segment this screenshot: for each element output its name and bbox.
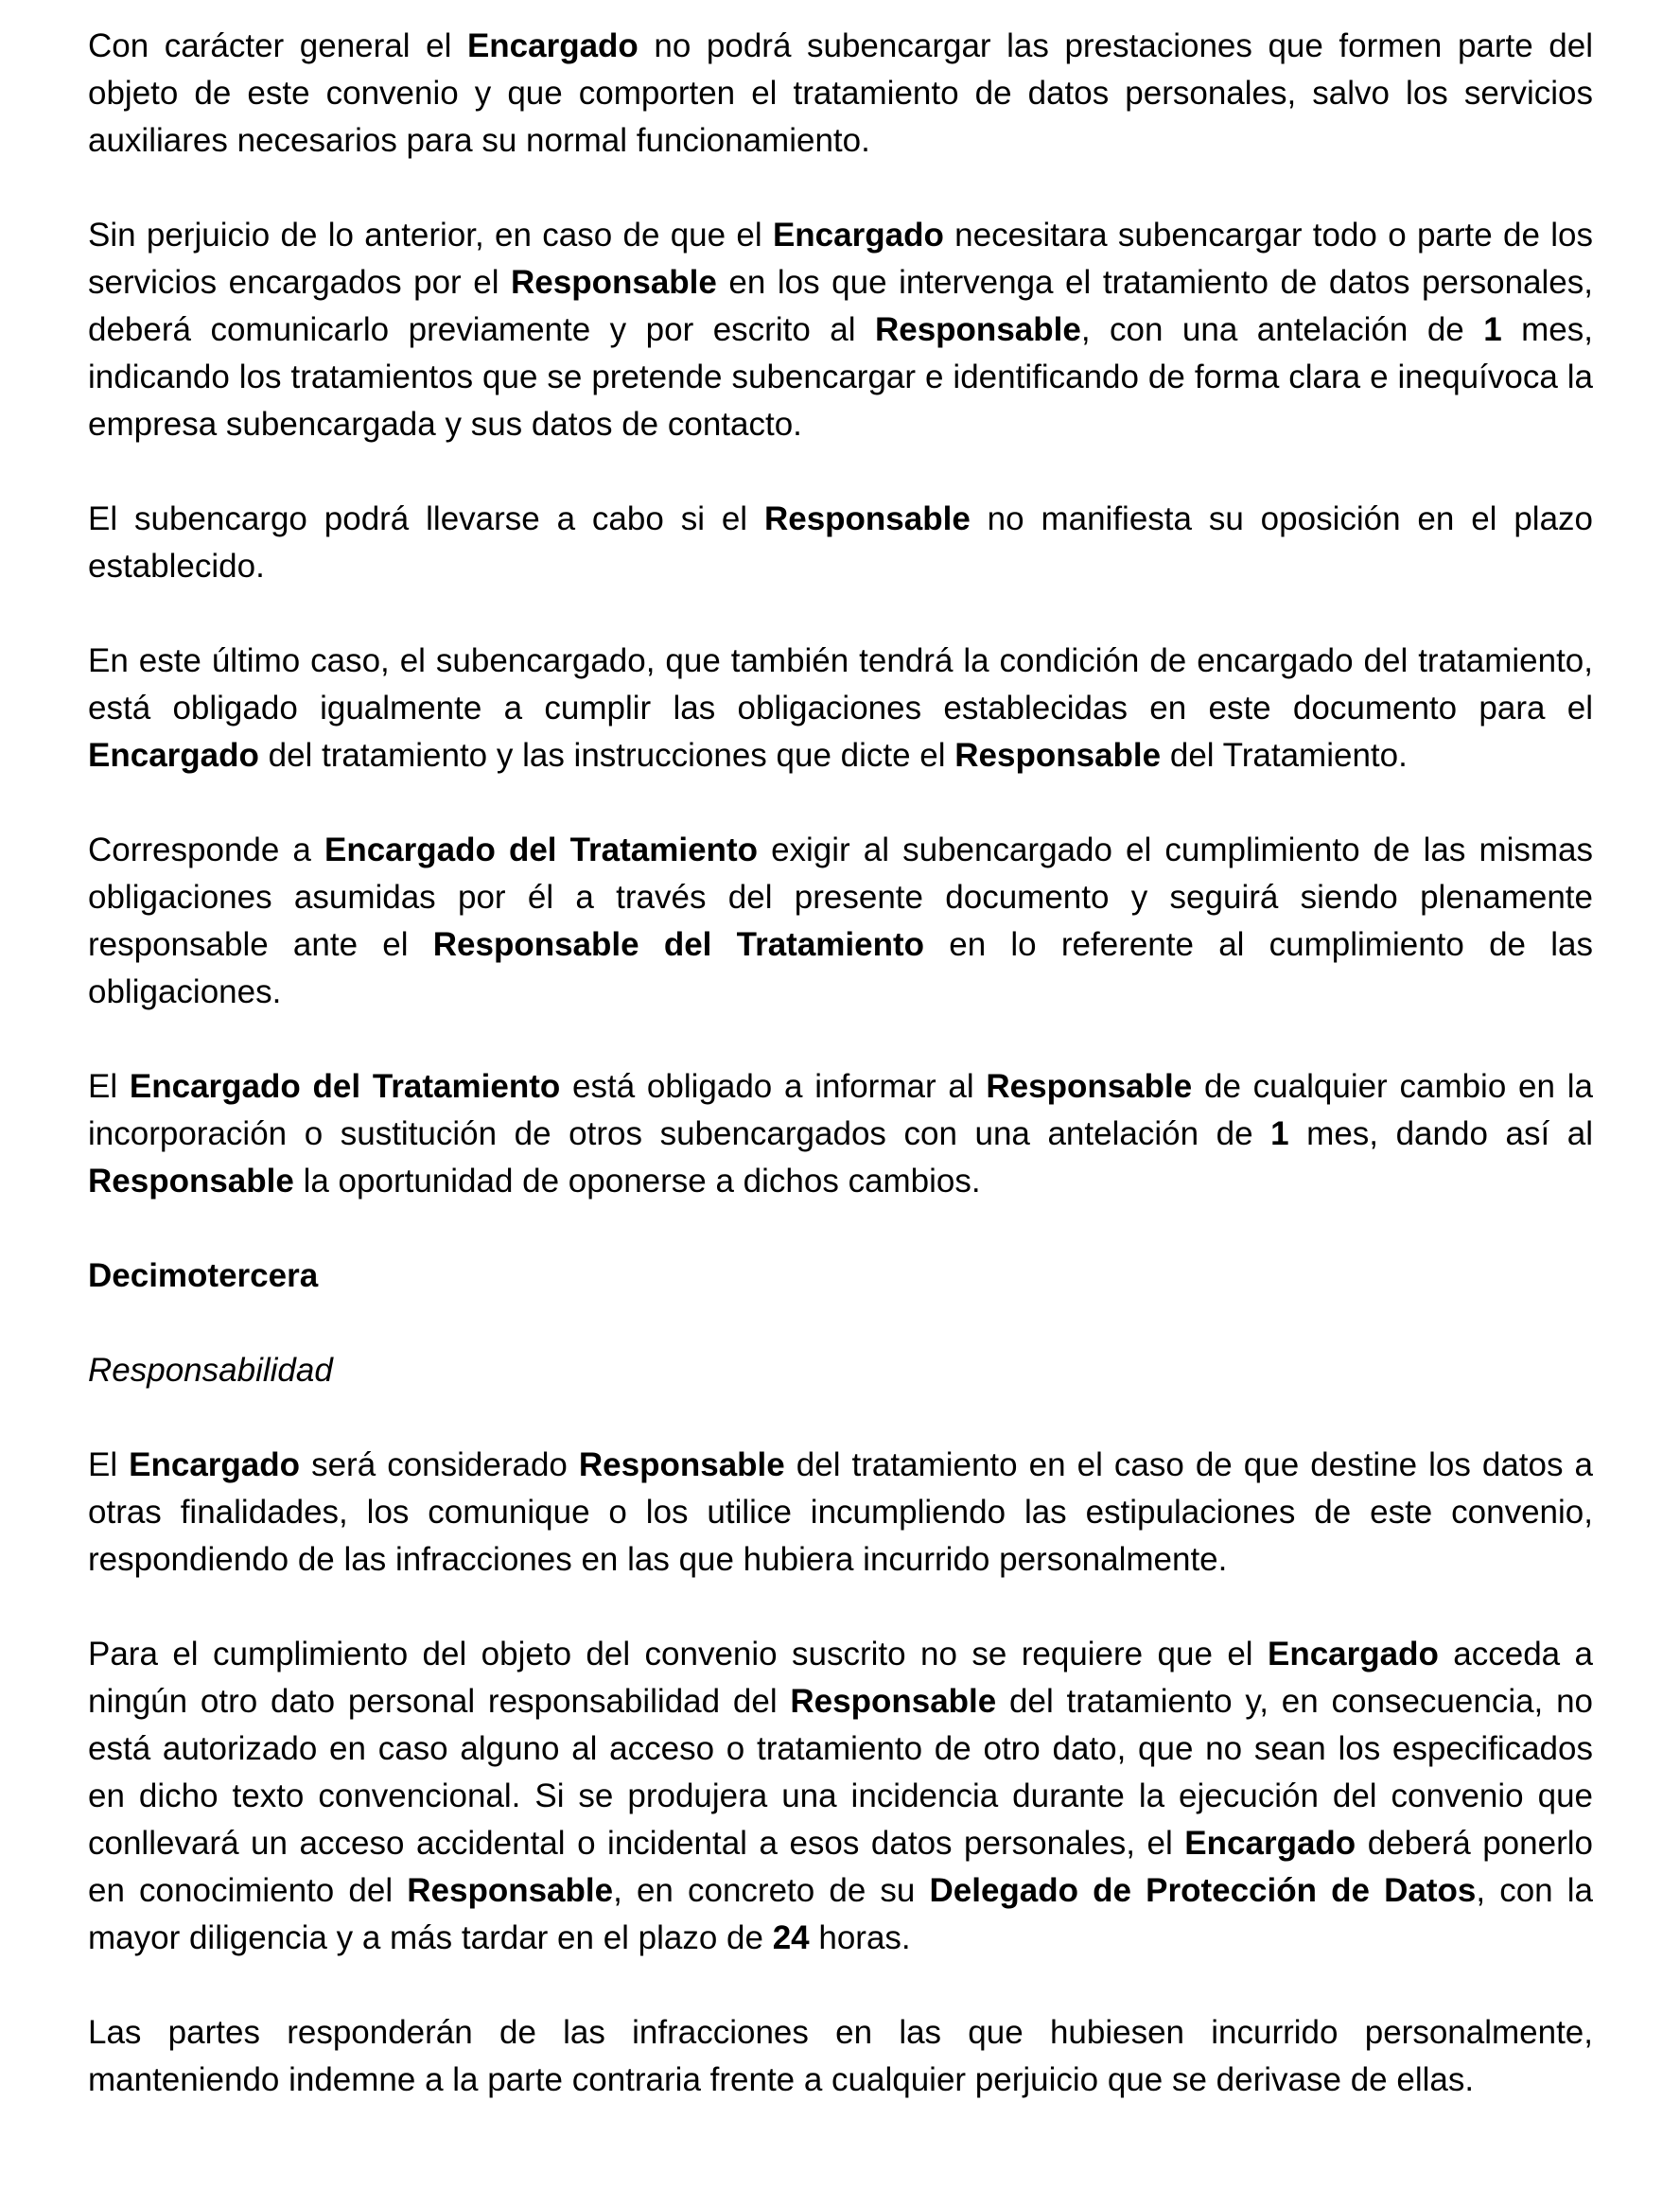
text-run: no podrá subencargar las prestaciones que formen parte del objeto de este convenio y que comporten el tratamiento de datos personales, salvo los servicios auxiliares necesarios para su normal funcionamiento. — [88, 27, 1593, 159]
text-run: Encargado — [1267, 1636, 1439, 1672]
paragraph — [88, 1631, 1593, 1962]
text-run: Responsable — [986, 1068, 1193, 1105]
text-run: Las partes responderán de las infracciones en las que hubiesen incurrido personalmente, manteniendo indemne a la parte contraria frente a cualquier perjuicio que se derivase de ellas. — [88, 2014, 1593, 2098]
text-run: El subencargo podrá llevarse a cabo si el — [88, 500, 764, 537]
paragraph — [88, 23, 1593, 165]
text-run: no manifiesta su oposición en el plazo establecido. — [88, 500, 1593, 585]
paragraph — [88, 1442, 1593, 1584]
text-run: El — [88, 1068, 130, 1105]
section-subheading — [88, 1347, 1593, 1394]
text-run: Sin perjuicio de lo anterior, en caso de que el — [88, 217, 773, 254]
text-run: Encargado — [1184, 1825, 1356, 1862]
paragraph — [88, 2009, 1593, 2104]
text-run: del tratamiento y, en consecuencia, no está autorizado en caso alguno al acceso o tratamiento de otro dato, que no sean los especificados en dicho texto convencional. Si se produjera una incidencia durante la ejecución del convenio que conllevará un acceso accidental o incidental a esos datos personales, el — [88, 1683, 1593, 1862]
text-run: acceda a ningún otro dato personal responsabilidad del — [88, 1636, 1594, 1720]
text-run: en lo referente al cumplimiento de las obligaciones. — [88, 926, 1593, 1010]
text-run: del tratamiento en el caso de que destine los datos a otras finalidades, los comunique o los utilice incumpliendo las estipulaciones de este convenio, respondiendo de las infracciones en las que hubiera incurrido personalmente. — [88, 1446, 1593, 1578]
paragraph — [88, 638, 1593, 779]
text-run: mes, indicando los tratamientos que se pretende subencargar e identificando de forma clara e inequívoca la empresa subencargada y sus datos de contacto. — [88, 311, 1593, 443]
text-run: Responsable — [874, 311, 1081, 348]
text-run: Encargado — [129, 1446, 301, 1483]
text-run: , en concreto de su — [613, 1872, 930, 1909]
text-run: Encargado del Tratamiento — [129, 1068, 561, 1105]
text-run: Encargado — [772, 217, 944, 254]
text-run: de cualquier cambio en la incorporación o sustitución de otros subencargados con una antelación de — [88, 1068, 1593, 1152]
text-run: está obligado a informar al — [560, 1068, 987, 1105]
text-run: en los que intervenga el tratamiento de datos personales, deberá comunicarlo previamente y por escrito al — [88, 264, 1594, 348]
text-run: Con carácter general el — [88, 27, 467, 64]
text-run: 1 — [1483, 311, 1502, 348]
text-run: Responsable del Tratamiento — [432, 926, 925, 963]
paragraph — [88, 1063, 1593, 1205]
text-run: Decimotercera — [88, 1257, 319, 1294]
text-run: la oportunidad de oponerse a dichos cambios. — [293, 1163, 981, 1200]
text-run: 1 — [1270, 1115, 1289, 1152]
text-run: Responsable — [578, 1446, 785, 1483]
text-run: El — [88, 1446, 130, 1483]
text-run: Responsabilidad — [88, 1352, 333, 1389]
document-content — [88, 23, 1593, 2104]
text-run: Corresponde a — [88, 832, 324, 868]
paragraph — [88, 827, 1593, 1016]
text-run: En este último caso, el subencargado, que también tendrá la condición de encargado del tratamiento, está obligado igualmente a cumplir las obligaciones establecidas en este documento para el — [88, 642, 1593, 727]
text-run: será considerado — [300, 1446, 579, 1483]
text-run: deberá ponerlo en conocimiento del — [88, 1825, 1593, 1909]
text-run: Responsable — [511, 264, 717, 301]
text-run: Encargado — [466, 27, 639, 64]
text-run: del tratamiento y las instrucciones que dicte el — [258, 737, 955, 774]
paragraph — [88, 496, 1593, 590]
text-run: Responsable — [407, 1872, 614, 1909]
text-run: Responsable — [954, 737, 1162, 774]
text-run: Responsable — [763, 500, 971, 537]
text-run: , con la mayor diligencia y a más tardar en el plazo de — [88, 1872, 1593, 1956]
text-run: necesitara subencargar todo o parte de los servicios encargados por el — [88, 217, 1593, 301]
text-run: Delegado de Protección de Datos — [929, 1872, 1477, 1909]
text-run: Encargado — [88, 737, 259, 774]
text-run: Responsable — [88, 1163, 294, 1200]
text-run: Para el cumplimiento del objeto del convenio suscrito no se requiere que el — [88, 1636, 1268, 1672]
text-run: 24 — [772, 1919, 810, 1956]
text-run: Responsable — [790, 1683, 997, 1720]
paragraph — [88, 212, 1593, 448]
text-run: , con una antelación de — [1080, 311, 1484, 348]
text-run: exigir al subencargado el cumplimiento de las mismas obligaciones asumidas por él a través del presente documento y seguirá siendo plenamente responsable ante el — [88, 832, 1594, 963]
text-run: horas. — [809, 1919, 911, 1956]
text-run: Encargado del Tratamiento — [324, 832, 758, 868]
section-heading — [88, 1252, 1593, 1300]
text-run: mes, dando así al — [1288, 1115, 1593, 1152]
text-run: del Tratamiento. — [1161, 737, 1408, 774]
